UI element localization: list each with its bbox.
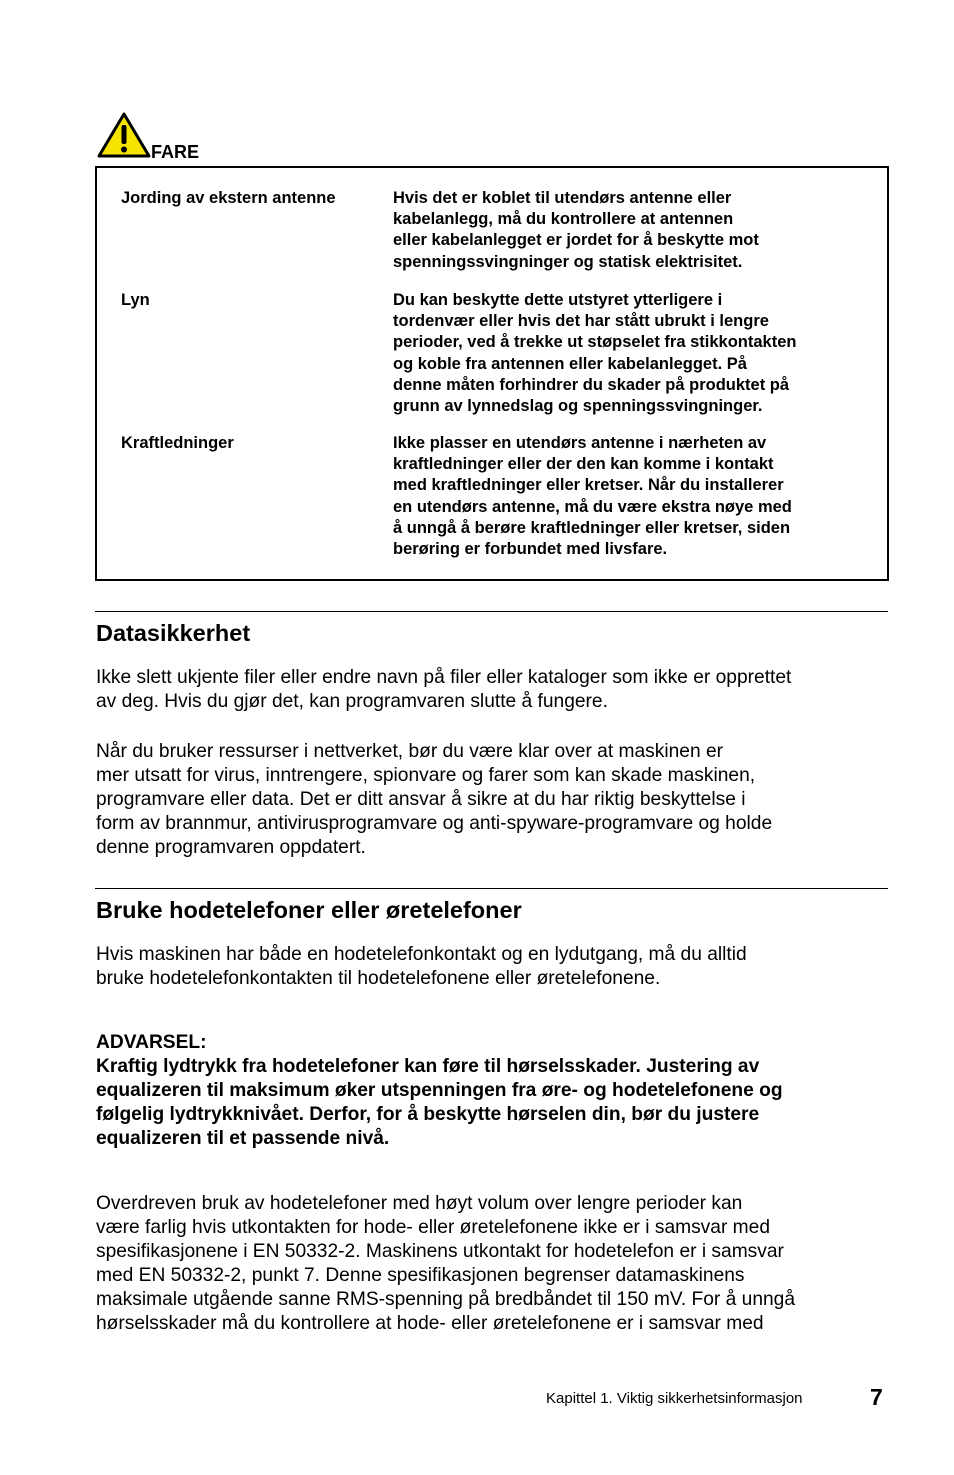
warning-triangle-icon <box>96 111 152 159</box>
text-line: kraftledninger eller der den kan komme i kontakt <box>393 455 774 474</box>
text-line: perioder, ved å trekke ut støpselet fra stikkontakten <box>393 333 797 352</box>
text-line: Når du bruker ressurser i nettverket, bør du være klar over at maskinen er <box>96 741 724 762</box>
paragraph <box>96 740 891 860</box>
row-text <box>393 290 868 417</box>
text-line: kabelanlegg, må du kontrollere at antennen <box>393 210 734 229</box>
danger-notice-box <box>95 166 889 581</box>
section-divider <box>95 888 888 889</box>
text-line: equalizeren til et passende nivå. <box>96 1128 390 1149</box>
text-line: form av brannmur, antivirusprogramvare og anti-spyware-programvare og holde <box>96 813 773 834</box>
section-heading-headphones: Bruke hodetelefoner eller øretelefoner <box>96 897 522 923</box>
footer-chapter-title: Kapittel 1. Viktig sikkerhetsinformasjon <box>546 1390 803 1407</box>
section-divider <box>95 611 888 612</box>
text-line: Overdreven bruk av hodetelefoner med høyt volum over lengre perioder kan <box>96 1193 743 1214</box>
text-line: følgelig lydtrykknivået. Derfor, for å beskytte hørselen din, bør du justere <box>96 1104 760 1125</box>
page-number: 7 <box>870 1384 883 1410</box>
text-line: tordenvær eller hvis det har stått ubrukt i lengre <box>393 312 769 331</box>
text-line: Kraftig lydtrykk fra hodetelefoner kan føre til hørselsskader. Justering av <box>96 1056 760 1077</box>
text-line: å unngå å berøre kraftledninger eller kretser, siden <box>393 518 791 537</box>
text-line: Hvis det er koblet til utendørs antenne eller <box>393 189 732 207</box>
text-line: bruke hodetelefonkontakten til hodetelefonene eller øretelefonene. <box>96 968 661 989</box>
danger-label: FARE <box>151 142 200 162</box>
text-line: programvare eller data. Det er ditt ansvar å sikre at du har riktig beskyttelse i <box>96 789 746 810</box>
text-line: Ikke plasser en utendørs antenne i nærheten av <box>393 434 767 452</box>
row-label: Kraftledninger <box>121 434 234 452</box>
text-line: denne programvaren oppdatert. <box>96 837 366 858</box>
text-line: en utendørs antenne, må du være ekstra nøye med <box>393 497 792 516</box>
row-label: Jording av ekstern antenne <box>121 189 336 207</box>
text-line: denne måten forhindrer du skader på produktet på <box>393 375 790 394</box>
row-text <box>393 433 868 560</box>
caution-notice <box>96 1031 891 1151</box>
row-label: Lyn <box>121 291 150 309</box>
text-line: med EN 50332-2, punkt 7. Denne spesifikasjonen begrenser datamaskinens <box>96 1265 745 1286</box>
text-line: berøring er forbundet med livsfare. <box>393 540 668 559</box>
text-line: hørselsskader må du kontrollere at hode- eller øretelefonene er i samsvar med <box>96 1313 764 1334</box>
text-line: og koble fra antennen eller kabelanlegget. På <box>393 354 747 373</box>
text-line: equalizeren til maksimum øker utspenningen fra øre- og hodetelefonene og <box>96 1080 783 1101</box>
text-line: eller kabelanlegget er jordet for å beskytte mot <box>393 231 759 250</box>
text-line: Hvis maskinen har både en hodetelefonkontakt og en lydutgang, må du alltid <box>96 944 747 965</box>
text-line: av deg. Hvis du gjør det, kan programvaren slutte å fungere. <box>96 691 608 712</box>
caution-label: ADVARSEL: <box>96 1032 207 1053</box>
text-line: spesifikasjonene i EN 50332-2. Maskinens utkontakt for hodetelefon er i samsvar <box>96 1241 784 1262</box>
text-line: spenningssvingninger og statisk elektrisitet. <box>393 252 743 271</box>
paragraph <box>96 943 891 991</box>
text-line: mer utsatt for virus, inntrengere, spionvare og farer som kan skade maskinen, <box>96 765 756 786</box>
text-line: Ikke slett ukjente filer eller endre navn på filer eller kataloger som ikke er opprettet <box>96 667 792 688</box>
text-line: være farlig hvis utkontakten for hode- eller øretelefonene ikke er i samsvar med <box>96 1217 770 1238</box>
paragraph <box>96 666 891 714</box>
section-heading-data-security: Datasikkerhet <box>96 620 251 646</box>
text-line: med kraftledninger eller kretser. Når du installerer <box>393 476 784 495</box>
text-line: maksimale utgående sanne RMS-spenning på bredbåndet til 150 mV. For å unngå <box>96 1289 796 1310</box>
paragraph <box>96 1192 891 1336</box>
row-text <box>393 188 868 273</box>
text-line: grunn av lynnedslag og spenningssvingninger. <box>393 397 763 416</box>
text-line: Du kan beskytte dette utstyret ytterligere i <box>393 291 723 309</box>
